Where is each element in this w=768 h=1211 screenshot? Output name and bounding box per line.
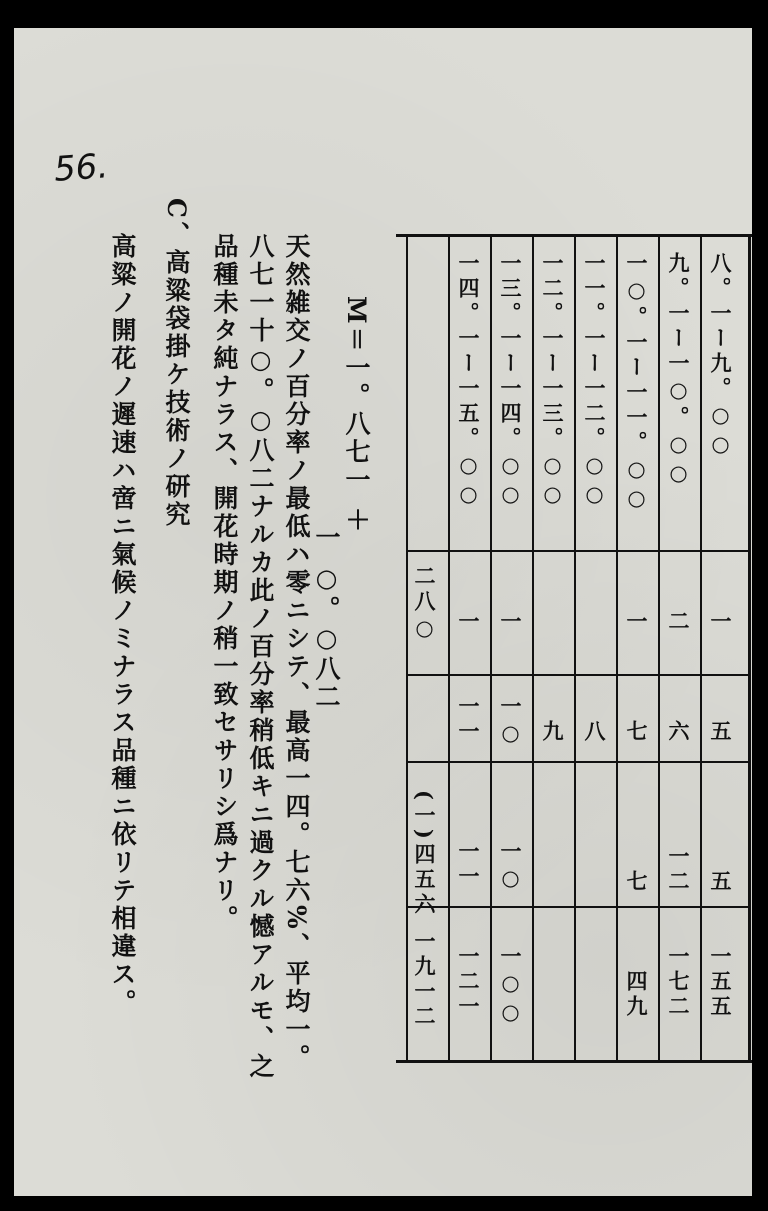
table-total-v3: (一)四五六 <box>412 790 437 918</box>
table-cell-count: 一 <box>708 610 733 635</box>
table-cell-value: 五 <box>708 870 733 895</box>
table-cell-count: 一 <box>456 610 481 635</box>
table-cell-value: 四九 <box>624 970 649 1020</box>
table-total-count: 二八○ <box>412 565 437 644</box>
table-cell-range: 一○。一ー一一。○○ <box>624 252 649 514</box>
table-cell-value: 一一 <box>456 695 481 745</box>
page-number: 56. <box>52 146 110 190</box>
table-cell-range: 八。一ー九。○○ <box>708 252 733 460</box>
table-cell-range: 一二。一ー一三。○○ <box>540 252 565 510</box>
table-cell-count: 一 <box>624 610 649 635</box>
table-cell-value: 七 <box>624 870 649 895</box>
table-cell-value: 一一 <box>456 840 481 890</box>
paragraph-1-line-3: 品種未タ純ナラス、開花時期ノ稍一致セサリシ爲ナリ。 <box>210 233 239 933</box>
formula-line-2: 一 ○。○八二 <box>312 524 341 712</box>
table-total-v4: 一九一二 <box>412 930 437 1030</box>
table-cell-range: 九。一ー一○。○○ <box>666 252 691 489</box>
section-heading: C、高粱袋掛ケ技術ノ研究 <box>162 198 191 529</box>
formula-line-1: M＝一。八七一 ＋ <box>342 296 371 535</box>
table-cell-value: 一二一 <box>456 945 481 1020</box>
table-cell-value: 八 <box>582 720 607 745</box>
paragraph-2-line-1: 高粱ノ開花ノ遲速ハ啻ニ氣候ノミナラス品種ニ依リテ相違ス。 <box>108 233 137 1017</box>
table-cell-value: 九 <box>540 720 565 745</box>
table-cell-value: 六 <box>666 720 691 745</box>
table-cell-value: 一七二 <box>666 945 691 1020</box>
paragraph-1-line-1: 天然雑交ノ百分率ノ最低ハ零ニシテ、最高一四。七六%、平均一。 <box>282 233 311 1072</box>
table-cell-value: 一五五 <box>708 945 733 1020</box>
table-cell-value: 一二 <box>666 845 691 895</box>
table-cell-count: 一 <box>498 610 523 635</box>
table-cell-count: 二 <box>666 610 691 635</box>
table-cell-value: 一○○ <box>498 945 523 1028</box>
table-cell-range: 一四。一ー一五。○○ <box>456 252 481 510</box>
table-cell-value: 七 <box>624 720 649 745</box>
table-cell-value: 一○ <box>498 695 523 749</box>
data-table <box>396 210 752 1066</box>
table-cell-value: 一○ <box>498 840 523 894</box>
paragraph-1-line-2: 八七一十○。○八二ナルカ此ノ百分率稍低キニ過クル憾アルモ、之 <box>246 233 275 1081</box>
document-page <box>14 28 752 1196</box>
table-cell-value: 五 <box>708 720 733 745</box>
table-cell-range: 一三。一ー一四。○○ <box>498 252 523 510</box>
table-cell-range: 一一。一ー一二。○○ <box>582 252 607 510</box>
